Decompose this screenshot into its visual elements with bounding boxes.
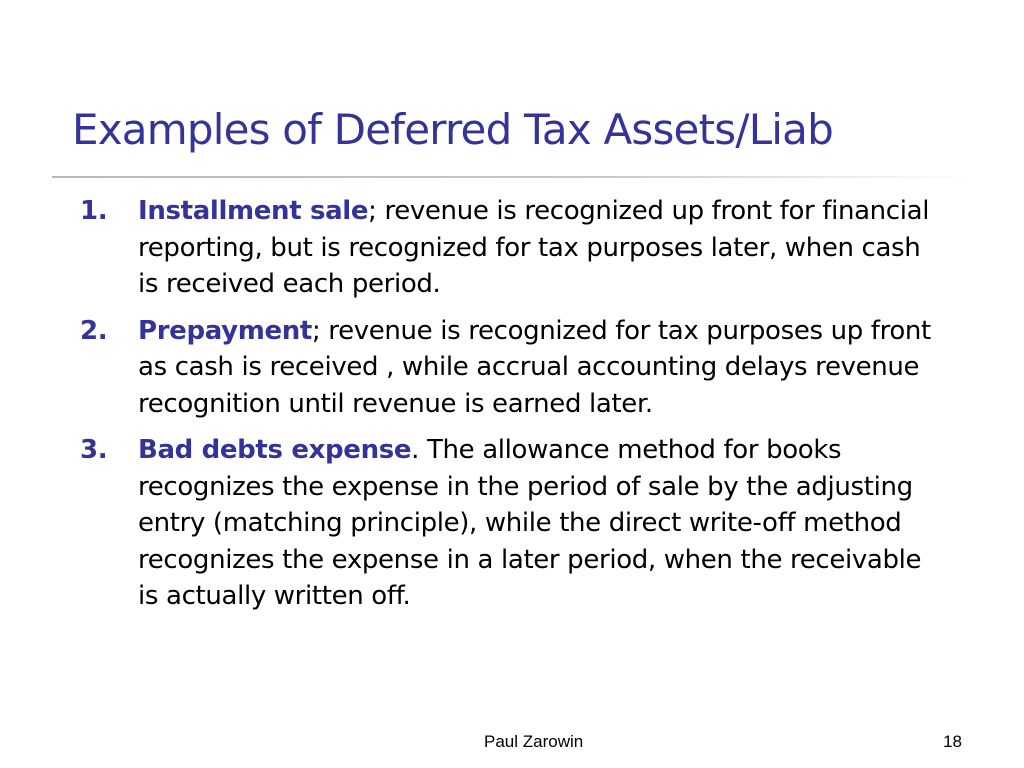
slide-title: Examples of Deferred Tax Assets/Liab [72, 105, 833, 154]
title-divider [52, 176, 972, 178]
item-number: 2. [80, 315, 108, 346]
examples-list [80, 193, 940, 625]
item-term: Prepayment [138, 315, 312, 346]
item-term: Installment sale [138, 196, 369, 226]
item-text: . The allowance method for books recognizes the expense in the period of sale by the adjusting entry (matching principle), while the direct write-off method recognizes the expense in a later period, when the receivable is actually written off. [138, 435, 922, 611]
item-number: 3. [80, 435, 108, 465]
item-text: ; revenue is recognized up front for financial reporting, but is recognized for tax purposes later, when cash is received each period. [138, 196, 930, 299]
list-item [80, 193, 940, 303]
item-term: Bad debts expense [138, 435, 412, 465]
list-item [80, 432, 940, 615]
item-number: 1. [80, 196, 108, 226]
footer-author: Paul Zarowin [484, 732, 584, 751]
page-number: 18 [943, 732, 962, 751]
item-text: ; revenue is recognized for tax purposes up front as cash is received , while accrual accounting delays revenue recognition until revenue is earned later. [138, 315, 931, 419]
list-item [80, 313, 940, 423]
